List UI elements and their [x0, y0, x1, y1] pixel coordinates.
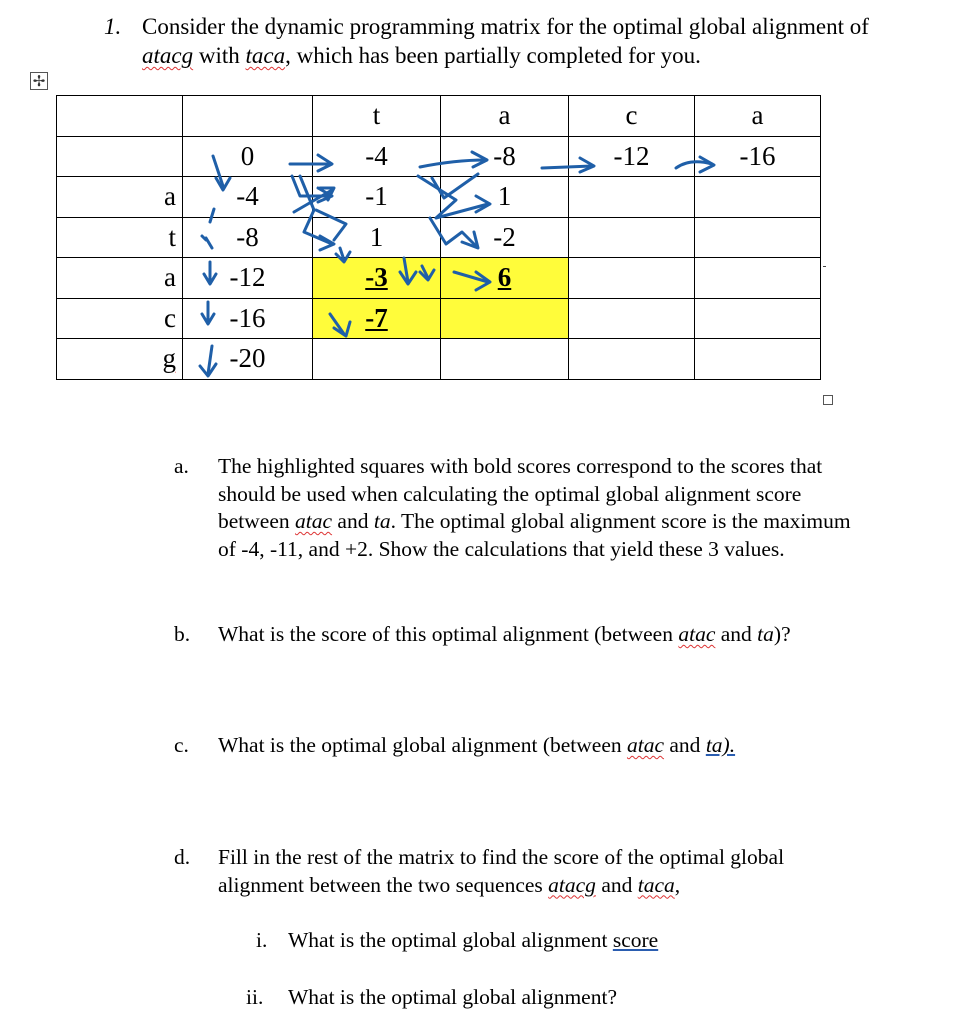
- matrix-cell[interactable]: 1: [313, 217, 441, 258]
- matrix-cell[interactable]: -8: [183, 217, 313, 258]
- table-move-handle-icon[interactable]: ✢: [30, 72, 48, 90]
- dp-matrix: [56, 95, 821, 380]
- matrix-row: [57, 258, 821, 299]
- row-label[interactable]: [57, 136, 183, 177]
- matrix-cell[interactable]: [569, 339, 695, 380]
- matrix-cell[interactable]: -20: [183, 339, 313, 380]
- matrix-row: [57, 217, 821, 258]
- matrix-cell[interactable]: -12: [569, 136, 695, 177]
- item-a-body: [218, 453, 851, 563]
- header-cell[interactable]: c: [569, 96, 695, 137]
- row-label[interactable]: t: [57, 217, 183, 258]
- matrix-cell[interactable]: [695, 258, 821, 299]
- row-label[interactable]: c: [57, 298, 183, 339]
- matrix-cell[interactable]: -4: [183, 177, 313, 218]
- matrix-header-row: [57, 96, 821, 137]
- item-a-line-1: The highlighted squares with bold scores correspond to the scores that: [218, 454, 823, 478]
- matrix-cell[interactable]: -12: [183, 258, 313, 299]
- matrix-cell[interactable]: 0: [183, 136, 313, 177]
- item-d-marker: d.: [174, 845, 191, 869]
- matrix-row: [57, 136, 821, 177]
- header-cell[interactable]: a: [695, 96, 821, 137]
- highlighted-cell[interactable]: 6: [441, 258, 569, 299]
- item-a-line-4: of -4, -11, and +2. Show the calculations that yield these 3 values.: [218, 536, 785, 561]
- item-i-body: [288, 927, 658, 955]
- item-b-and: and: [715, 622, 758, 646]
- matrix-cell[interactable]: -8: [441, 136, 569, 177]
- item-c-marker: c.: [174, 733, 189, 757]
- table-resize-handle-icon[interactable]: [823, 395, 833, 405]
- matrix-cell[interactable]: [313, 339, 441, 380]
- item-b-seq: atac: [678, 622, 716, 646]
- matrix-cell[interactable]: -4: [313, 136, 441, 177]
- header-gap[interactable]: [183, 96, 313, 137]
- matrix-row: [57, 339, 821, 380]
- item-i-score: score: [612, 928, 659, 952]
- matrix-cell[interactable]: -1: [313, 177, 441, 218]
- table-edge-mark: [823, 266, 826, 267]
- item-b-body: [218, 621, 791, 649]
- highlighted-cell[interactable]: -3: [313, 258, 441, 299]
- matrix-cell[interactable]: [569, 177, 695, 218]
- matrix-row: [57, 177, 821, 218]
- item-d-line-2: [218, 872, 784, 900]
- item-a-seq: atac: [295, 509, 333, 533]
- question-line-2: [142, 41, 942, 70]
- sequence-1: atacg: [142, 43, 194, 68]
- row-label[interactable]: g: [57, 339, 183, 380]
- question-with: with: [193, 43, 246, 68]
- matrix-cell[interactable]: [569, 217, 695, 258]
- header-corner[interactable]: [57, 96, 183, 137]
- highlighted-cell[interactable]: -7: [313, 298, 441, 339]
- matrix-row: [57, 298, 821, 339]
- item-c-seq: atac: [626, 733, 665, 757]
- question-line-2-rest: , which has been partially completed for you.: [285, 43, 701, 68]
- item-ii-marker: ii.: [246, 985, 264, 1009]
- matrix-cell[interactable]: [569, 298, 695, 339]
- matrix-cell[interactable]: 1: [441, 177, 569, 218]
- item-d-text: alignment between the two sequences: [218, 872, 549, 897]
- header-cell[interactable]: t: [313, 96, 441, 137]
- matrix-cell[interactable]: [695, 339, 821, 380]
- item-c-ta: ta).: [705, 733, 736, 757]
- matrix-cell[interactable]: [569, 258, 695, 299]
- question-number: 1.: [104, 14, 122, 39]
- item-d-line-1: Fill in the rest of the matrix to find the score of the optimal global: [218, 845, 785, 869]
- matrix-cell[interactable]: [695, 217, 821, 258]
- row-label[interactable]: a: [57, 177, 183, 218]
- item-d-and: and: [595, 872, 638, 897]
- item-c-text: What is the optimal global alignment (between: [218, 733, 627, 757]
- matrix-cell[interactable]: -2: [441, 217, 569, 258]
- item-a-between: between: [218, 509, 296, 533]
- item-a-line-3: [218, 508, 851, 536]
- item-a-and: and: [332, 509, 374, 533]
- sequence-2: taca: [245, 43, 286, 68]
- item-d-end: ,: [674, 872, 681, 897]
- matrix-cell[interactable]: [695, 298, 821, 339]
- item-c-and: and: [664, 733, 706, 757]
- header-cell[interactable]: a: [441, 96, 569, 137]
- item-a-ta: ta: [373, 509, 391, 533]
- highlighted-cell[interactable]: [441, 298, 569, 339]
- question-text: [142, 12, 942, 70]
- item-b-end: )?: [773, 622, 791, 646]
- matrix-cell[interactable]: [695, 177, 821, 218]
- item-b-ta: ta: [757, 622, 774, 646]
- row-label[interactable]: a: [57, 258, 183, 299]
- item-ii-body: What is the optimal global alignment?: [288, 985, 617, 1009]
- item-b-marker: b.: [174, 622, 191, 646]
- matrix-cell[interactable]: -16: [695, 136, 821, 177]
- item-i-text: What is the optimal global alignment: [288, 928, 613, 952]
- question-line-1: Consider the dynamic programming matrix for the optimal global alignment of: [142, 14, 869, 39]
- item-a-line-3-rest: . The optimal global alignment score is the maximum: [390, 509, 851, 533]
- matrix-cell[interactable]: [441, 339, 569, 380]
- item-a-line-2: should be used when calculating the optimal global alignment score: [218, 481, 802, 506]
- item-c-body: [218, 732, 735, 760]
- item-d-seq-2: taca: [637, 872, 675, 897]
- item-b-text: What is the score of this optimal alignment (between: [218, 622, 679, 646]
- item-i-marker: i.: [256, 928, 268, 952]
- item-d-body: [218, 844, 784, 899]
- item-d-seq-1: atacg: [548, 872, 596, 897]
- item-a-marker: a.: [174, 454, 189, 478]
- matrix-cell[interactable]: -16: [183, 298, 313, 339]
